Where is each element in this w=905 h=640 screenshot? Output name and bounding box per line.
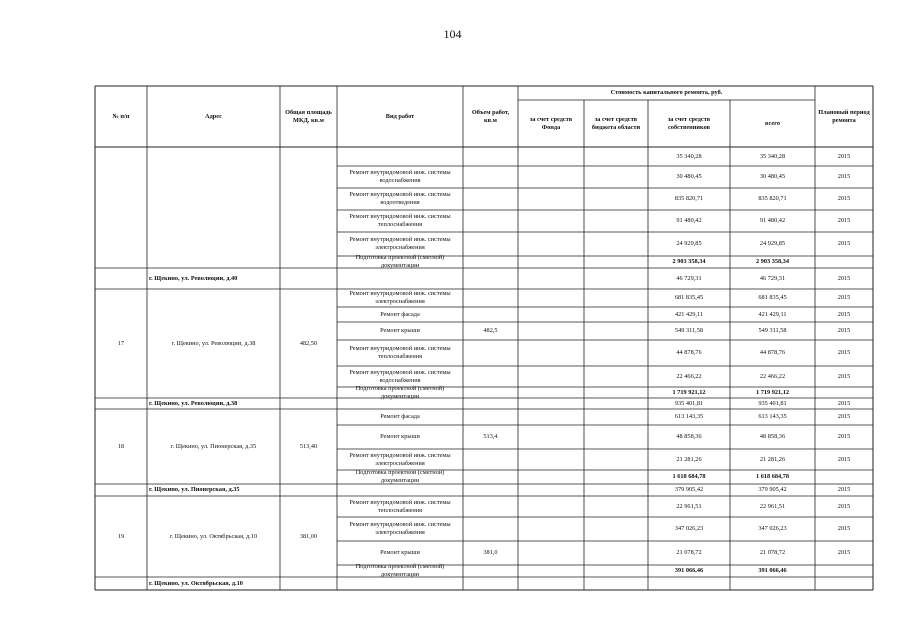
row-volume (463, 470, 518, 484)
row-period (815, 565, 873, 577)
group-num: 17 (117, 339, 125, 347)
row-owners: 379 905,42 (674, 486, 704, 493)
row-work: Ремонт внутридомовой инж. системы теплоснабжения (349, 213, 451, 228)
row-period: 2015 (837, 372, 851, 380)
row-work: Ремонт крыши (380, 433, 420, 440)
row-volume (463, 517, 518, 541)
row-owners: 391 066,46 (674, 567, 704, 574)
group-address: г. Щекино, ул. Пионерская, д.35 (170, 442, 257, 450)
row-work: Подготовка проектной (сметной) документации (355, 384, 445, 400)
row-total (730, 577, 815, 590)
header-address: Адрес (205, 112, 222, 120)
row-volume (463, 366, 518, 387)
row-total: 35 340,28 (759, 152, 786, 160)
row-work: Ремонт крыши (380, 327, 420, 334)
row-volume (463, 232, 518, 256)
row-period: 2015 (837, 413, 851, 420)
group-area: 482,50 (299, 339, 318, 347)
row-volume: 482,5 (483, 327, 498, 334)
row-owners (648, 577, 730, 590)
row-owners: 347 026,23 (674, 525, 704, 532)
row-work: Подготовка проектной (сметной) документации (355, 469, 445, 484)
row-volume (463, 268, 518, 289)
row-work: Подготовка проектной (сметной) документации (355, 563, 445, 578)
row-owners: 46 729,31 (676, 274, 702, 282)
row-owners: 1 719 921,12 (672, 388, 706, 396)
header-cost-group: Стоимость капитального ремонта, руб. (610, 89, 723, 96)
row-address: г. Щекино, ул. Революции, д.38 (149, 399, 238, 407)
header-total: всего (765, 119, 780, 127)
group-num: 19 (117, 532, 125, 540)
row-period: 2015 (837, 173, 851, 180)
row-work: Ремонт внутридомовой инж. системы электроснабжения (349, 521, 451, 536)
row-total: 835 820,71 (758, 195, 787, 202)
row-work: Ремонт внутридомовой инж. системы электроснабжения (349, 451, 451, 467)
row-total: 549 311,58 (758, 327, 787, 334)
row-volume (463, 565, 518, 577)
row-owners: 21 078,72 (676, 549, 702, 556)
row-volume (463, 577, 518, 590)
row-period: 2015 (837, 399, 851, 407)
header-num: № п/п (112, 112, 130, 120)
row-owners: 21 281,26 (676, 455, 702, 463)
row-volume (463, 210, 518, 232)
row-volume (463, 398, 518, 409)
row-period: 2015 (837, 240, 851, 247)
row-work: Ремонт внутридомовой инж. системы водоснабжения (349, 169, 451, 184)
row-total: 1 618 684,78 (755, 473, 790, 480)
header-region: за счет средств бюджета области (591, 115, 641, 131)
row-owners: 421 429,11 (674, 310, 704, 318)
row-volume (463, 484, 518, 496)
row-volume (463, 340, 518, 366)
row-work (337, 147, 463, 166)
row-work: Ремонт крыши (380, 549, 420, 556)
header-work: Вид работ (385, 112, 415, 120)
row-work (337, 577, 463, 590)
header-owners: за счет средств собственников (667, 115, 711, 131)
row-owners: 22 466,22 (676, 372, 702, 380)
row-total: 379 905,42 (758, 486, 787, 493)
row-period: 2015 (837, 433, 851, 440)
page-number: 104 (443, 27, 462, 41)
row-owners: 835 820,71 (674, 195, 704, 202)
header-volume: Объем работ, кв.м (471, 108, 510, 124)
row-owners: 22 961,51 (676, 502, 702, 510)
row-total: 48 858,36 (759, 433, 786, 440)
group-area: 381,00 (299, 532, 318, 540)
group-address: г. Щекино, ул. Октябрьская, д.10 (169, 532, 258, 540)
header-fund: за счет средств Фонда (529, 115, 573, 131)
row-owners: 2 903 358,34 (672, 258, 706, 265)
row-period: 2015 (837, 502, 851, 510)
row-total: 347 026,23 (758, 525, 787, 532)
row-volume: 381,0 (483, 549, 498, 556)
group-num: 18 (117, 442, 125, 450)
row-period: 2015 (837, 152, 851, 160)
row-total: 1 719 921,12 (755, 388, 790, 396)
row-address: г. Щекино, ул. Революции, д.40 (149, 274, 238, 282)
row-period (815, 387, 873, 398)
row-total: 613 143,35 (758, 413, 787, 420)
row-volume (463, 188, 518, 210)
row-period: 2015 (837, 525, 851, 532)
row-owners: 549 311,58 (674, 327, 704, 334)
row-address: г. Щекино, ул. Пионерская, д.35 (149, 486, 240, 493)
row-work: Ремонт внутридомовой инж. системы электроснабжения (349, 290, 451, 305)
row-total: 2 903 358,34 (755, 258, 790, 265)
row-work (337, 484, 463, 496)
row-volume (463, 449, 518, 470)
row-total: 22 466,22 (759, 372, 786, 380)
row-owners: 44 878,76 (676, 349, 702, 356)
row-period: 2015 (837, 455, 851, 463)
group-address: г. Щекино, ул. Революции, д.38 (171, 339, 256, 347)
row-period: 2015 (837, 349, 851, 356)
row-total: 21 281,26 (759, 455, 786, 463)
row-work: Ремонт внутридомовой инж. системы теплоснабжения (349, 345, 451, 360)
row-work: Ремонт внутридомовой инж. системы электроснабжения (349, 236, 451, 251)
row-work: Ремонт фасада (380, 310, 420, 318)
row-total: 44 878,76 (759, 349, 786, 356)
row-period: 2015 (837, 195, 851, 202)
group-area: 513,40 (299, 442, 318, 450)
row-period: 2015 (837, 294, 851, 301)
row-volume (463, 496, 518, 517)
row-total: 391 066,46 (758, 567, 787, 574)
row-total: 46 729,31 (759, 274, 786, 282)
row-period: 2015 (837, 486, 851, 493)
row-work: Ремонт внутридомовой инж. системы водоотведения (349, 191, 451, 206)
row-total: 24 929,85 (759, 240, 786, 247)
row-volume (463, 289, 518, 307)
header-area: Общая площадь МКД, кв.м (285, 108, 332, 124)
row-work (337, 398, 463, 409)
row-owners: 1 618 684,78 (672, 473, 706, 480)
row-volume (463, 147, 518, 166)
row-volume (463, 409, 518, 425)
row-period: 2015 (837, 327, 851, 334)
row-total: 22 961,51 (759, 502, 786, 510)
row-owners: 91 480,42 (676, 217, 702, 224)
row-owners: 613 143,35 (674, 413, 704, 420)
row-work: Ремонт фасада (380, 413, 420, 420)
row-period: 2015 (837, 310, 851, 318)
row-owners: 30 480,45 (676, 173, 702, 180)
row-volume (463, 166, 518, 188)
row-owners: 48 858,36 (676, 433, 702, 440)
row-period: 2015 (837, 217, 851, 224)
row-total: 30 480,45 (759, 173, 786, 180)
row-total: 935 401,81 (758, 399, 787, 407)
row-total: 91 480,42 (759, 217, 786, 224)
row-total: 21 078,72 (759, 549, 786, 556)
row-owners: 935 401,81 (674, 399, 704, 407)
row-owners: 35 340,28 (676, 152, 702, 160)
row-total: 421 429,11 (758, 310, 787, 318)
row-period: 2015 (837, 274, 851, 282)
row-work (337, 268, 463, 289)
row-volume (463, 387, 518, 398)
row-period: 2015 (837, 549, 851, 556)
row-owners: 24 929,85 (676, 240, 702, 247)
row-owners: 681 835,45 (674, 294, 704, 301)
row-work: Ремонт внутридомовой инж. системы водоснабжения (349, 368, 451, 384)
header-period: Плановый период ремонта (818, 108, 870, 124)
row-total: 681 835,45 (758, 294, 787, 301)
row-address: г. Щекино, ул. Октябрьская, д.10 (149, 579, 243, 587)
row-work: Подготовка проектной (сметной) документации (355, 254, 445, 269)
row-work: Ремонт внутридомовой инж. системы теплоснабжения (349, 498, 451, 514)
row-period (815, 470, 873, 484)
row-volume (463, 307, 518, 322)
row-period (815, 256, 873, 268)
row-volume: 513,4 (483, 433, 498, 440)
row-volume (463, 256, 518, 268)
row-period (815, 577, 873, 590)
